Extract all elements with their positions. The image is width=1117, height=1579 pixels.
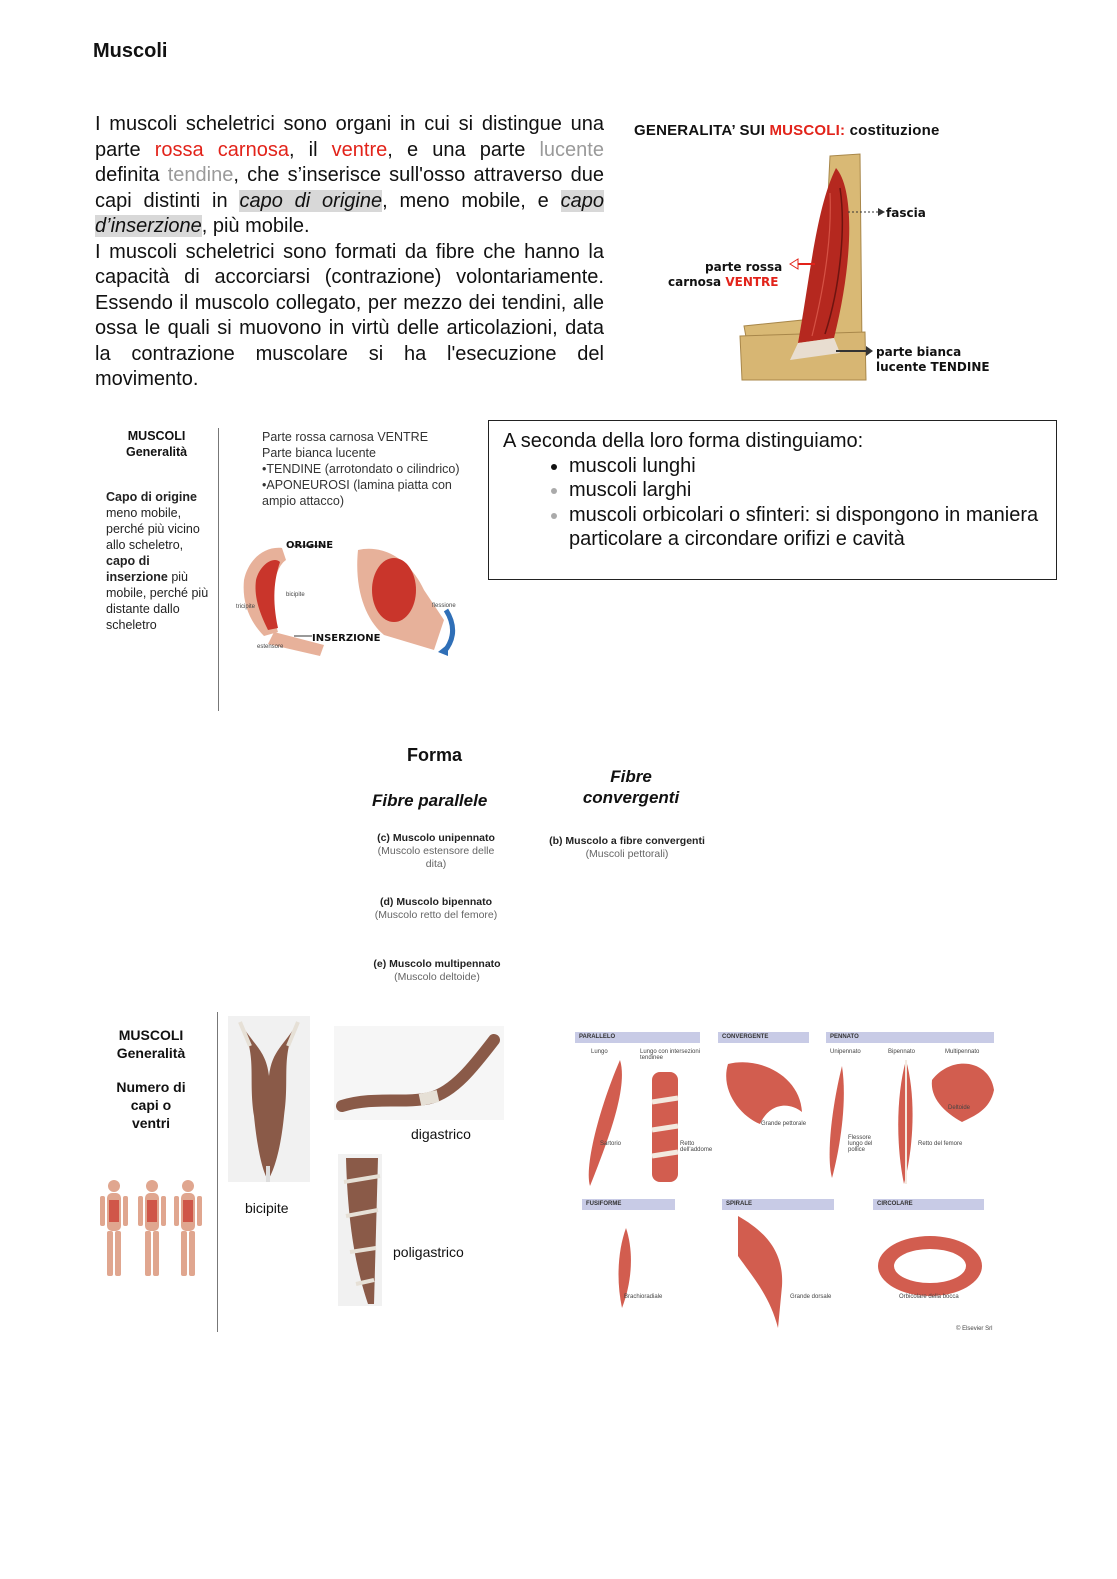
fibre-parallele-title: Fibre parallele (372, 791, 488, 810)
intro-paragraph-1 (95, 112, 604, 240)
figure1-title (634, 122, 940, 139)
label-ventre: VENTRE (725, 275, 779, 289)
intro-text (95, 112, 604, 393)
label-estensore-small: estensore (257, 644, 284, 650)
box-intro: A seconda della loro forma distinguiamo: (503, 430, 864, 452)
label-retto-femore: Retto del femore (918, 1141, 963, 1147)
fibre-convergenti-title (576, 766, 686, 808)
intro-paragraph-2: I muscoli scheletrici sono formati da fibre che hanno la capacità di accorciarsi (contrazione) volontariamente. Essendo il muscolo collegato, per mezzo dei tendini, alle ossa le quali si muovono in virtù delle articolazioni, data la contrazione muscolare si ha l'esecuzione del movimento. (95, 240, 604, 390)
label-inserzione: INSERZIONE (312, 633, 381, 644)
label-brachioradiale: Brachioradiale (624, 1294, 663, 1300)
label-lungo-int: Lungo con intersezioni tendinee (640, 1049, 701, 1061)
label-poligastrico: poligastrico (393, 1244, 464, 1260)
label-grande-dorsale: Grande dorsale (790, 1294, 832, 1300)
highlight-lucente: lucente (539, 138, 604, 161)
label-digastrico: digastrico (411, 1126, 471, 1142)
label-lungo: Lungo (591, 1049, 608, 1055)
bicipite-muscle-illustration (228, 1016, 310, 1182)
label-retto-addome: Retto dell'addome (680, 1141, 713, 1153)
label-carnosa: carnosa (668, 275, 726, 289)
forma-title: Forma (407, 745, 463, 765)
intro-text-run: I muscoli scheletrici sono organi in cui si distingue una parte (95, 113, 604, 161)
caption-bipennato (366, 896, 506, 922)
figure1-title-post: costituzione (845, 122, 940, 139)
highlight-capo-inserzione: capo d’inserzione (95, 189, 604, 237)
label-copyright: © Elsevier Srl (956, 1326, 993, 1332)
label-deltoide: Deltoide (948, 1105, 971, 1111)
side-text-1: meno mobile, perché più vicino allo scheletro, (106, 506, 200, 552)
fibre-convergenti-1: Fibre (610, 767, 652, 786)
text-line: Parte bianca lucente (262, 446, 376, 460)
figure3-heading-1: MUSCOLI (118, 1027, 184, 1043)
label-flessione-small: flessione (432, 603, 456, 609)
figure2-side-text (106, 489, 214, 633)
digastrico-muscle-illustration (334, 1026, 504, 1120)
label-parte-rossa: parte rossa (705, 260, 783, 274)
band-spirale: SPIRALE (722, 1199, 834, 1210)
caption-convergenti (532, 835, 722, 861)
label-tricipite-small: tricipite (236, 604, 256, 610)
caption-sub: (Muscolo retto del femore) (374, 909, 498, 921)
band-convergente: CONVERGENTE (718, 1032, 809, 1043)
list-item: • muscoli orbicolari o sfinteri: si dispongono in maniera particolare a circondare orifizi e cavità (569, 503, 1042, 552)
side-bold-2: capo di inserzione (106, 554, 168, 584)
intro-text-run: definita (95, 164, 168, 186)
text-line: •TENDINE (arrotondato o cilindrico) (262, 462, 460, 476)
figure3-heading-2: Generalità (116, 1045, 186, 1061)
label-origine: ORIGINE (286, 540, 334, 551)
caption-sub: (Muscolo estensore delle dita) (377, 845, 495, 870)
caption-bold: (b) Muscolo a fibre convergenti (549, 835, 705, 847)
figure1-title-pre: GENERALITA’ SUI (634, 122, 770, 139)
band-pennato: PENNATO (826, 1032, 994, 1043)
page-title: Muscoli (93, 40, 168, 62)
highlight-capo-origine: capo di origine (239, 189, 383, 212)
muscle-shapes-box (488, 420, 1057, 580)
caption-unipennato (366, 832, 506, 871)
label-bicipite-small: bicipite (286, 592, 305, 598)
figure3-heading (110, 1026, 192, 1132)
highlight-rossa: rossa carnosa (154, 138, 289, 161)
side-bold-1: Capo di origine (106, 490, 197, 504)
label-parte-bianca: parte bianca (876, 345, 962, 359)
label-unipennato: Unipennato (830, 1049, 861, 1055)
text-line: Parte rossa carnosa VENTRE (262, 430, 429, 444)
label-multipennato: Multipennato (945, 1049, 980, 1055)
intro-text-run: , che s’inserisce sull'osso attraverso due capi distinti in (95, 164, 604, 212)
list-item: • muscoli lunghi (569, 454, 1042, 479)
band-fusiforme: FUSIFORME (582, 1199, 675, 1210)
divider-line-2 (217, 1012, 218, 1332)
band-parallelo: PARALLELO (575, 1032, 700, 1043)
highlight-tendine: tendine (167, 164, 234, 186)
highlight-ventre: ventre (331, 138, 388, 161)
muscle-types-illustration (570, 1046, 1010, 1336)
figure2-heading (126, 428, 187, 460)
list-item: • muscoli larghi (569, 478, 1042, 503)
label-grande-pettorale: Grande pettorale (761, 1121, 807, 1127)
label-bicipite: bicipite (245, 1200, 289, 1216)
caption-sub: (Muscolo deltoide) (394, 971, 480, 983)
figure3-sub-1: Numero di (116, 1079, 186, 1095)
figure3-sub-2: capi o ventri (130, 1097, 172, 1131)
band-circolare: CIRCOLARE (873, 1199, 984, 1210)
caption-bold: (c) Muscolo unipennato (377, 832, 495, 844)
caption-bold: (e) Muscolo multipennato (373, 958, 501, 970)
intro-text-run: , più mobile. (201, 215, 310, 237)
figure2-heading-2: Generalità (126, 445, 188, 459)
label-orbicolare: Orbicolare della bocca (899, 1294, 959, 1300)
shapes-list (503, 454, 1042, 552)
intro-text-run: , e una parte (387, 138, 540, 161)
label-bipennato: Bipennato (888, 1049, 916, 1055)
label-carnosa-ventre (668, 275, 779, 289)
caption-bold: (d) Muscolo bipennato (380, 896, 492, 908)
intro-text-run: , il (288, 138, 332, 161)
figure1-title-red: MUSCOLI: (769, 122, 846, 139)
fibre-convergenti-2: convergenti (582, 788, 680, 807)
figure2-heading-1: MUSCOLI (127, 429, 186, 443)
label-fascia: fascia (886, 206, 926, 220)
figure2-right-text (262, 429, 462, 509)
human-figures-illustration (92, 1176, 212, 1286)
divider-line (218, 428, 219, 711)
text-line: •APONEUROSI (lamina piatta con ampio attacco) (262, 478, 452, 508)
caption-sub: (Muscoli pettorali) (585, 848, 669, 860)
arm-muscle-illustration (640, 148, 1020, 388)
poligastrico-muscle-illustration (338, 1154, 382, 1306)
label-lucente-tendine: lucente TENDINE (876, 360, 990, 374)
label-sartorio: Sartorio (600, 1141, 622, 1147)
label-flessore: Flessore lungo del pollice (848, 1135, 873, 1153)
caption-multipennato (362, 958, 512, 984)
side-text-2: più mobile, perché più distante dallo scheletro (106, 570, 209, 632)
intro-text-run: , meno mobile, e (382, 189, 561, 212)
